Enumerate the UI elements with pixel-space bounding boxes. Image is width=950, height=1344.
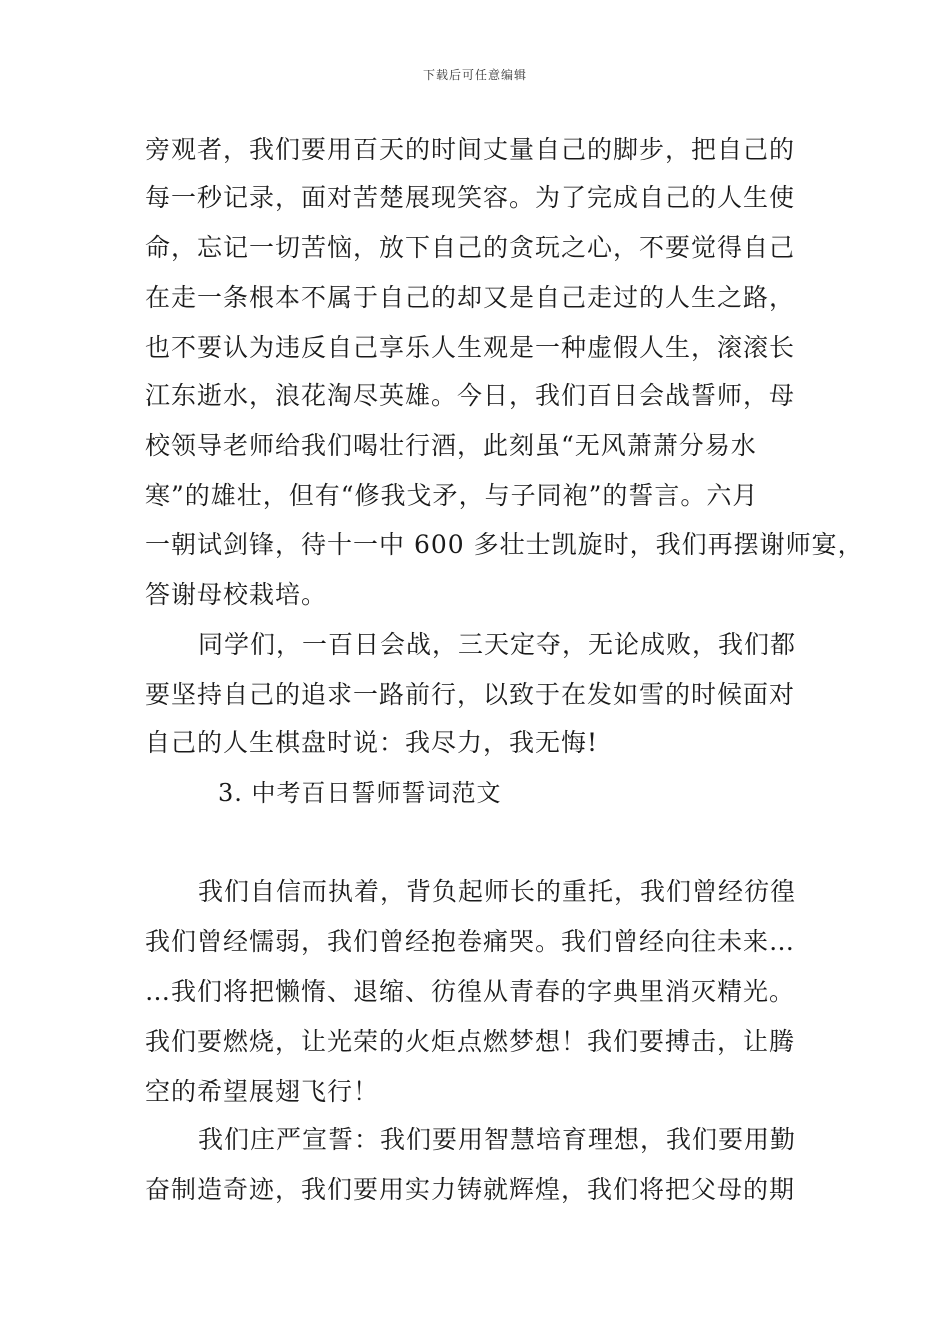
text-line: 旁观者，我们要用百天的时间丈量自己的脚步，把自己的 [145, 135, 796, 164]
text-line: 空的希望展翅飞行！ [145, 1077, 380, 1106]
text-line: 要坚持自己的追求一路前行，以致于在发如雪的时候面对 [145, 680, 796, 709]
text-line: 我们曾经懦弱，我们曾经抱卷痛哭。我们曾经向往未来… [145, 927, 796, 956]
text-line: 每一秒记录，面对苦楚展现笑容。为了完成自己的人生使 [145, 183, 796, 212]
text-line: 奋制造奇迹，我们要用实力铸就辉煌，我们将把父母的期 [145, 1175, 796, 1204]
text-line: 寒”的雄壮，但有“修我戈矛，与子同袍”的誓言。六月 [145, 481, 759, 510]
text-line: 我们要燃烧，让光荣的火炬点燃梦想！我们要搏击，让腾 [145, 1027, 796, 1056]
text-line: 江东逝水，浪花淘尽英雄。今日，我们百日会战誓师，母 [145, 381, 796, 410]
text-line: 校领导老师给我们喝壮行酒，此刻虽“无风萧萧分易水 [145, 431, 757, 460]
paragraph-first-line: 我们庄严宣誓：我们要用智慧培育理想，我们要用勤 [198, 1125, 797, 1154]
text-line: 自己的人生棋盘时说：我尽力，我无悔! [145, 728, 599, 757]
text-line: 一朝试剑锋，待十一中 600 多壮士凯旋时，我们再摆谢师宴， [145, 530, 864, 559]
text-line: …我们将把懒惰、退缩、彷徨从青春的字典里消灭精光。 [145, 977, 796, 1006]
section-heading: 3. 中考百日誓师誓词范文 [218, 779, 502, 807]
paragraph-first-line: 同学们，一百日会战，三天定夺，无论成败，我们都 [198, 630, 797, 659]
page-header: 下载后可任意编辑 [422, 68, 527, 82]
text-line: 答谢母校栽培。 [145, 580, 328, 609]
text-line: 在走一条根本不属于自己的却又是自己走过的人生之路， [145, 283, 796, 312]
text-line: 命，忘记一切苦恼，放下自己的贪玩之心，不要觉得自己 [145, 233, 796, 262]
paragraph-first-line: 我们自信而执着，背负起师长的重托，我们曾经彷徨 [198, 877, 797, 906]
text-line: 也不要认为违反自己享乐人生观是一种虚假人生，滚滚长 [145, 333, 796, 362]
